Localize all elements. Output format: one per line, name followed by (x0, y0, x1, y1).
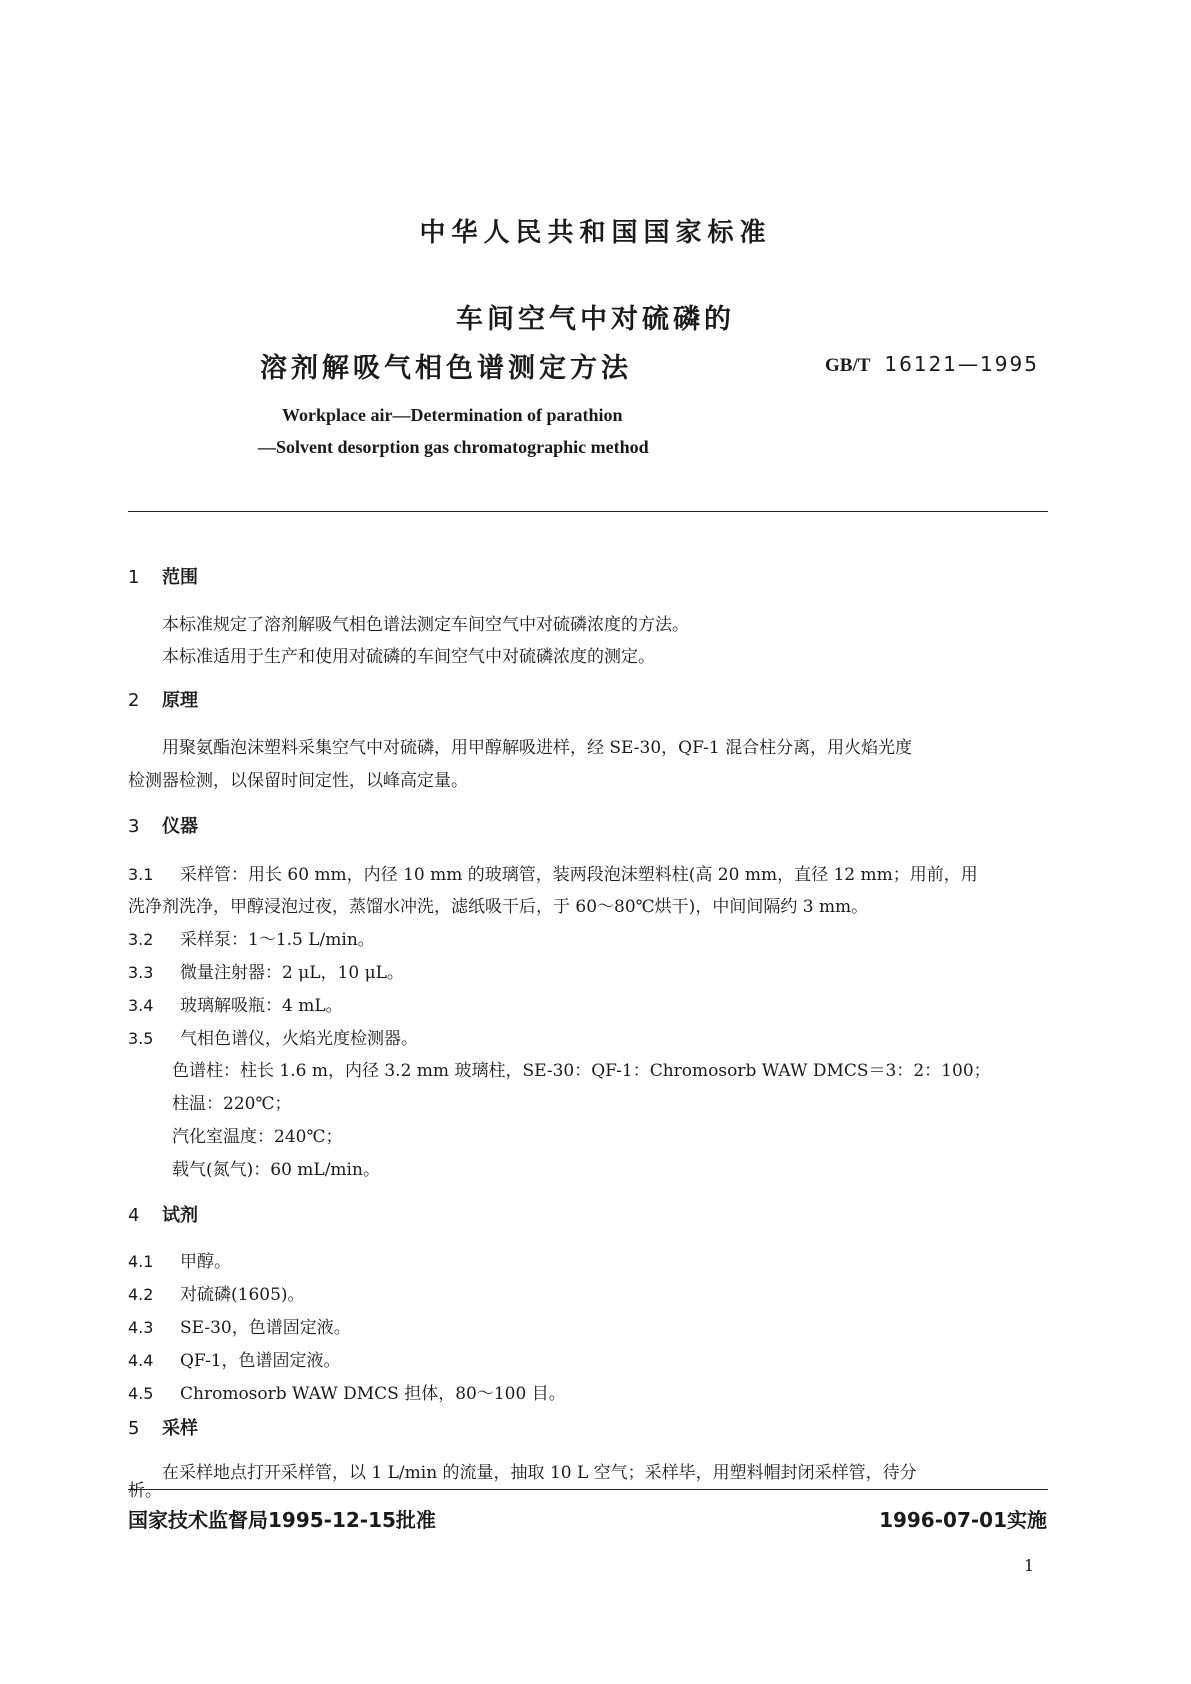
item-number: 4.4 (128, 1351, 154, 1370)
item-number: 4.1 (128, 1252, 154, 1271)
standard-prefix: GB/T (825, 355, 871, 376)
section-title: 范围 (162, 567, 198, 588)
item-text: 气相色谱仪，火焰光度检测器。 (180, 1029, 418, 1049)
item-number: 4.5 (128, 1384, 154, 1403)
item-number: 3.5 (128, 1029, 154, 1048)
item-3-5-column-spec: 色谱柱：柱长 1.6 m，内径 3.2 mm 玻璃柱，SE-30：QF-1：Chromosorb WAW DMCS＝3：2：100； (172, 1061, 991, 1081)
section-number: 2 (128, 690, 140, 711)
item-number: 3.4 (128, 996, 154, 1015)
bottom-divider (128, 1489, 1048, 1490)
section-5-paragraph-line2: 析。 (128, 1481, 162, 1501)
section-number: 1 (128, 567, 140, 588)
item-3-4 (128, 991, 343, 1016)
item-3-2 (128, 925, 375, 950)
item-number: 4.3 (128, 1318, 154, 1337)
standard-number (825, 352, 1039, 377)
item-4-1 (128, 1247, 231, 1272)
item-3-3 (128, 958, 404, 983)
item-3-5-vaporizer-temp: 汽化室温度：240℃； (172, 1127, 343, 1147)
item-text: 采样泵：1～1.5 L/min。 (180, 930, 375, 950)
section-5-heading (128, 1414, 198, 1440)
item-text: SE-30，色谱固定液。 (180, 1318, 351, 1338)
section-title: 采样 (162, 1418, 198, 1439)
item-text: 采样管：用长 60 mm，内径 10 mm 的玻璃管，装两段泡沫塑料柱(高 20 mm，直径 12 mm；用前，用 (180, 865, 978, 885)
implementation-date: 1996-07-01实施 (879, 1508, 1047, 1532)
section-title: 仪器 (162, 816, 198, 837)
section-4-heading (128, 1201, 198, 1227)
item-3-5-column-temp: 柱温：220℃； (172, 1094, 292, 1114)
section-number: 3 (128, 816, 140, 837)
section-3-heading (128, 812, 198, 838)
english-title-line2: —Solvent desorption gas chromatographic method (258, 437, 649, 457)
item-3-1 (128, 860, 978, 885)
section-2-paragraph-line1: 用聚氨酯泡沫塑料采集空气中对硫磷，用甲醇解吸进样，经 SE-30，QF-1 混合柱分离，用火焰光度 (162, 738, 913, 758)
approval-date: 国家技术监督局1995-12-15批准 (128, 1508, 436, 1532)
item-4-2 (128, 1280, 305, 1305)
item-text: 对硫磷(1605)。 (180, 1285, 305, 1305)
section-2-heading (128, 686, 198, 712)
national-standard-title: 中华人民共和国国家标准 (419, 218, 772, 248)
section-title: 试剂 (162, 1205, 198, 1226)
section-1-heading (128, 563, 198, 589)
item-number: 3.1 (128, 865, 154, 884)
item-text: QF-1，色谱固定液。 (180, 1351, 341, 1371)
item-4-5 (128, 1379, 566, 1404)
section-2-paragraph-line2: 检测器检测，以保留时间定性，以峰高定量。 (128, 771, 468, 791)
item-text: 甲醇。 (180, 1252, 231, 1272)
english-title-line1: Workplace air—Determination of parathion (282, 405, 623, 425)
item-3-5 (128, 1024, 418, 1049)
item-text: 玻璃解吸瓶：4 mL。 (180, 996, 343, 1016)
section-1-paragraph-1: 本标准规定了溶剂解吸气相色谱法测定车间空气中对硫磷浓度的方法。 (162, 615, 689, 635)
document-title-line1: 车间空气中对硫磷的 (456, 304, 735, 335)
page-number: 1 (1023, 1556, 1034, 1575)
item-number: 4.2 (128, 1285, 154, 1304)
item-3-1-continuation: 洗净剂洗净，甲醇浸泡过夜，蒸馏水冲洗，滤纸吸干后，于 60～80℃烘干)，中间间隔约 3 mm。 (128, 897, 869, 917)
section-5-paragraph-line1: 在采样地点打开采样管，以 1 L/min 的流量，抽取 10 L 空气；采样毕，用塑料帽封闭采样管，待分 (162, 1463, 917, 1483)
section-title: 原理 (162, 690, 198, 711)
section-number: 4 (128, 1205, 140, 1226)
item-3-5-carrier-gas: 载气(氮气)：60 mL/min。 (172, 1160, 380, 1180)
item-4-4 (128, 1346, 341, 1371)
item-number: 3.3 (128, 963, 154, 982)
standard-code: 16121—1995 (884, 352, 1039, 376)
document-title-line2: 溶剂解吸气相色谱测定方法 (260, 353, 632, 384)
top-divider (128, 511, 1048, 512)
section-1-paragraph-2: 本标准适用于生产和使用对硫磷的车间空气中对硫磷浓度的测定。 (162, 647, 655, 667)
item-text: 微量注射器：2 μL，10 μL。 (180, 963, 404, 983)
item-number: 3.2 (128, 930, 154, 949)
section-number: 5 (128, 1418, 140, 1439)
item-4-3 (128, 1313, 351, 1338)
item-text: Chromosorb WAW DMCS 担体，80～100 目。 (180, 1384, 566, 1404)
